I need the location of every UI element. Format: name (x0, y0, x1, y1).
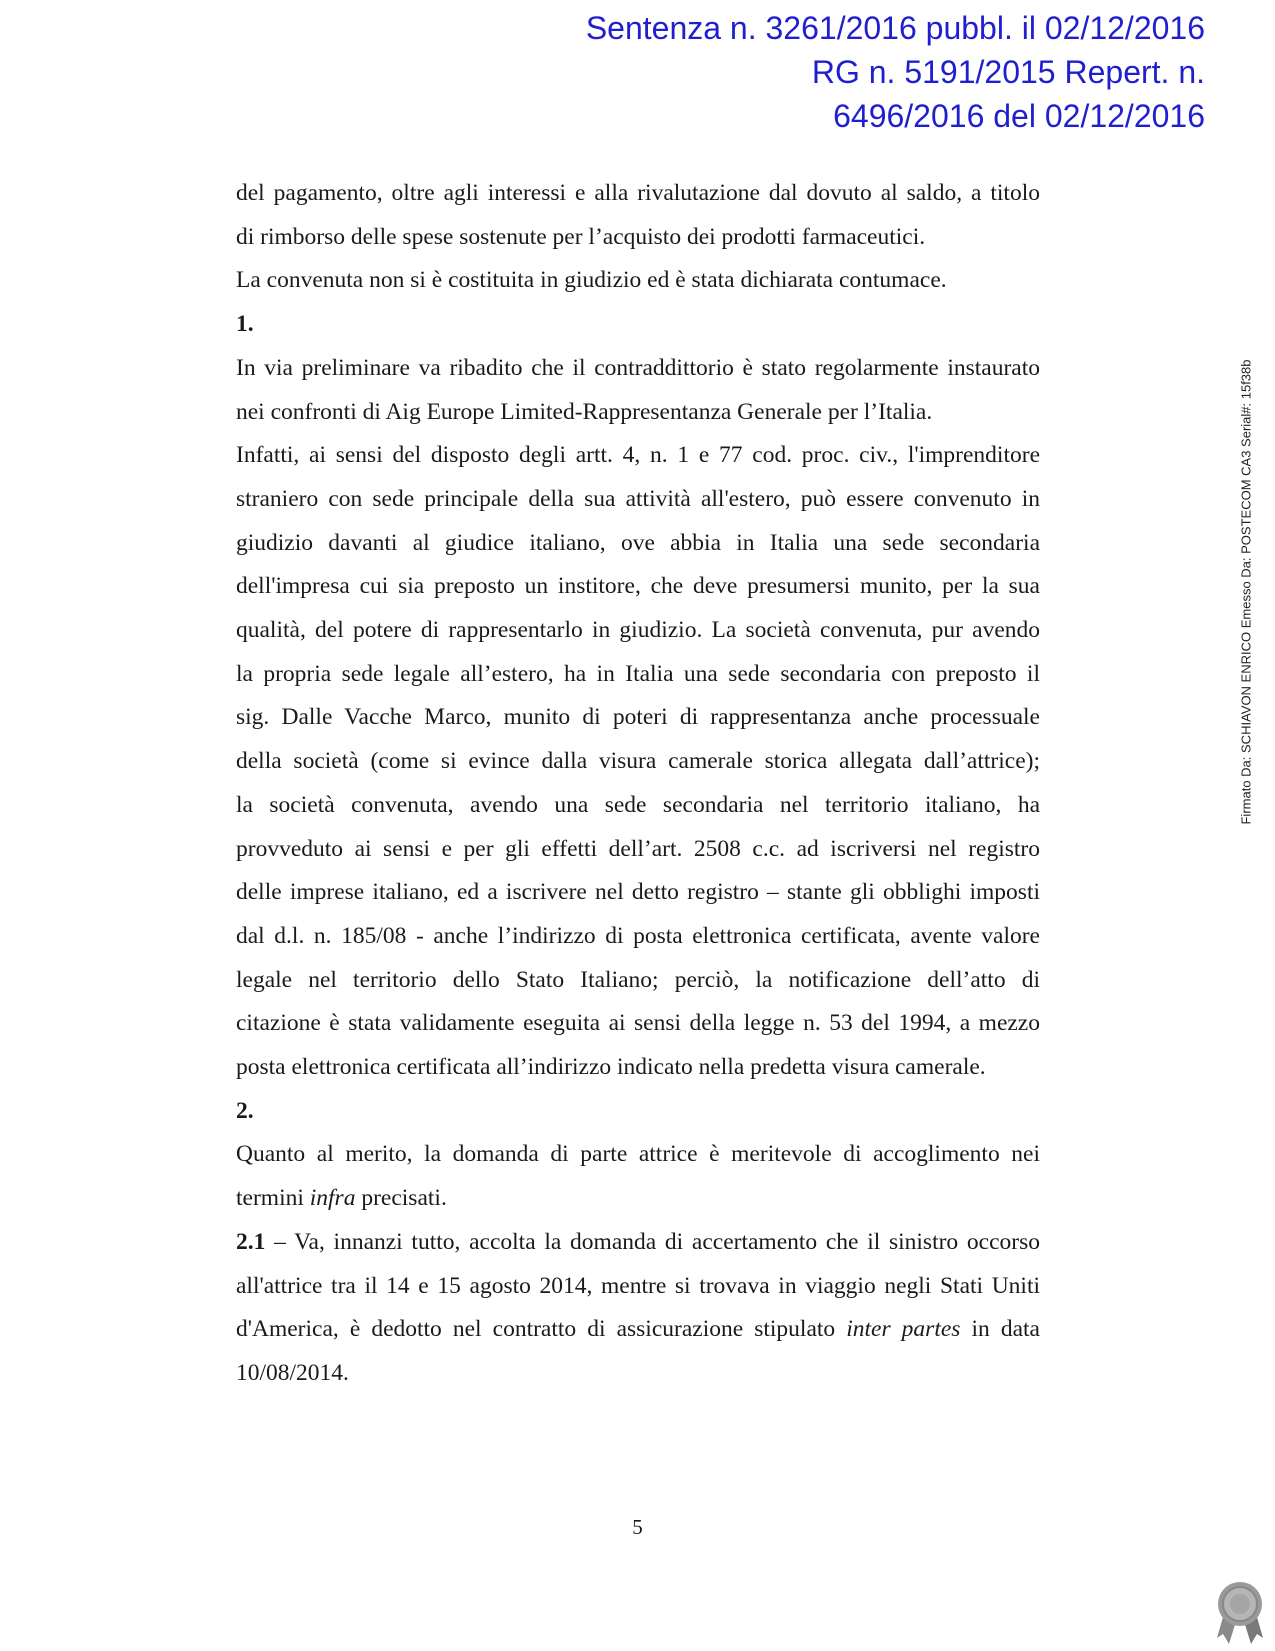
certification-seal-icon (1215, 1580, 1265, 1651)
text-run: in data (960, 1316, 1040, 1343)
text-line: Quanto al merito, la domanda di parte attrice è meritevole di accoglimento nei (236, 1141, 1040, 1168)
text-run: d'America, è dedotto nel contratto di assicurazione stipulato (236, 1316, 847, 1343)
text-line: la società convenuta, avendo una sede secondaria nel territorio italiano, ha (236, 791, 1040, 818)
text-line: sig. Dalle Vacche Marco, munito di poteri di rappresentanza anche processuale (236, 704, 1040, 731)
stamp-line-2: RG n. 5191/2015 Repert. n. (811, 54, 1205, 90)
stamp-line-3: 6496/2016 del 02/12/2016 (833, 98, 1205, 134)
subsection-number: 2.1 (236, 1228, 266, 1255)
text-line: del pagamento, oltre agli interessi e alla rivalutazione dal dovuto al saldo, a titolo (236, 180, 1040, 206)
italic-term: infra (309, 1185, 356, 1212)
text-line: della società (come si evince dalla visura camerale storica allegata dall’attrice); (236, 748, 1040, 775)
text-line: delle imprese italiano, ed a iscrivere nel detto registro – stante gli obblighi imposti (236, 879, 1040, 906)
text-line: la propria sede legale all’estero, ha in Italia una sede secondaria con preposto il (236, 660, 1040, 687)
section-heading-1: 1. (236, 311, 254, 338)
text-run: precisati. (355, 1185, 447, 1212)
text-line (236, 1221, 1040, 1265)
text-line: In via preliminare va ribadito che il contraddittorio è stato regolarmente instaurato (236, 354, 1040, 381)
text-line: Infatti, ai sensi del disposto degli artt. 4, n. 1 e 77 cod. proc. civ., l'imprenditore (236, 442, 1040, 469)
text-line: all'attrice tra il 14 e 15 agosto 2014, mentre si trovava in viaggio negli Stati Uniti (236, 1272, 1040, 1299)
text-line: qualità, del potere di rappresentarlo in giudizio. La società convenuta, pur avendo (236, 617, 1040, 644)
sentence-stamp (586, 6, 1205, 138)
text-line: nei confronti di Aig Europe Limited-Rappresentanza Generale per l’Italia. (236, 398, 933, 425)
signature-text: Firmato Da: SCHIAVON ENRICO Emesso Da: POSTECOM CA3 Serial#: 15f38b (1238, 359, 1254, 825)
page-number: 5 (632, 1515, 643, 1539)
italic-term: inter partes (846, 1316, 961, 1343)
text-line (236, 1177, 1040, 1221)
text-run: termini (236, 1185, 310, 1212)
text-line (236, 1308, 1040, 1352)
section-heading-2: 2. (236, 1097, 254, 1124)
text-line: legale nel territorio dello Stato Italiano; perciò, la notificazione dell’atto di (236, 966, 1040, 993)
document-body (236, 172, 1040, 1396)
text-line: citazione è stata validamente eseguita ai sensi della legge n. 53 del 1994, a mezzo (236, 1010, 1040, 1037)
text-line: dal d.l. n. 185/08 - anche l’indirizzo di posta elettronica certificata, avente valore (236, 922, 1040, 949)
text-line: di rimborso delle spese sostenute per l’acquisto dei prodotti farmaceutici. (236, 223, 926, 250)
stamp-line-1: Sentenza n. 3261/2016 pubbl. il 02/12/2016 (585, 10, 1205, 46)
text-line: posta elettronica certificata all’indirizzo indicato nella predetta visura camerale. (236, 1054, 986, 1081)
text-line: La convenuta non si è costituita in giudizio ed è stata dichiarata contumace. (236, 267, 947, 294)
text-line: provveduto ai sensi e per gli effetti dell’art. 2508 c.c. ad iscriversi nel registro (236, 835, 1040, 862)
text-line: giudizio davanti al giudice italiano, ove abbia in Italia una sede secondaria (236, 529, 1040, 556)
text-line: dell'impresa cui sia preposto un institore, che deve presumersi munito, per la sua (236, 573, 1040, 600)
text-line: straniero con sede principale della sua attività all'estero, può essere convenuto in (236, 485, 1040, 512)
text-line: 10/08/2014. (236, 1359, 349, 1386)
text-run: – Va, innanzi tutto, accolta la domanda di accertamento che il sinistro occorso (265, 1228, 1040, 1255)
